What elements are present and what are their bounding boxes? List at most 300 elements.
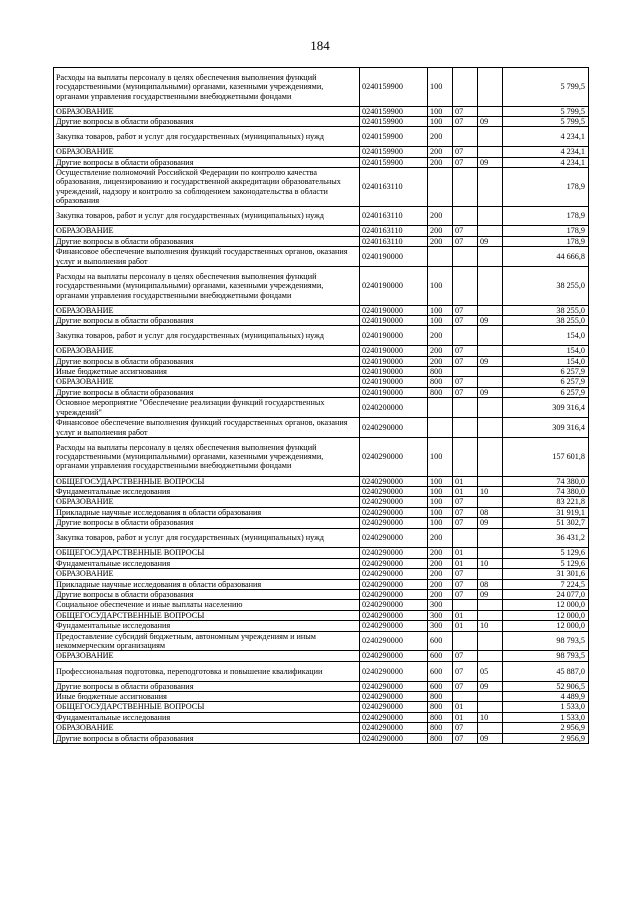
row-amount: 4 234,1 — [503, 157, 589, 167]
table-row — [54, 316, 589, 326]
row-name: Другие вопросы в области образования — [54, 733, 360, 743]
row-amount: 309 316,4 — [503, 418, 589, 438]
table-row — [54, 356, 589, 366]
row-expense-type: 600 — [428, 651, 453, 661]
row-expense-type: 200 — [428, 528, 453, 548]
row-name: Другие вопросы в области образования — [54, 316, 360, 326]
row-expense-type: 200 — [428, 589, 453, 599]
table-row — [54, 326, 589, 346]
row-section — [453, 398, 478, 418]
row-name: ОБРАЗОВАНИЕ — [54, 723, 360, 733]
row-subsection — [478, 418, 503, 438]
row-name: Другие вопросы в области образования — [54, 236, 360, 246]
row-name: ОБЩЕГОСУДАРСТВЕННЫЕ ВОПРОСЫ — [54, 702, 360, 712]
row-section: 01 — [453, 712, 478, 722]
row-expense-type: 100 — [428, 476, 453, 486]
table-row — [54, 226, 589, 236]
row-name: Финансовое обеспечение выполнения функций государственных органов, оказания услуг и выполнения работ — [54, 247, 360, 267]
row-section: 07 — [453, 387, 478, 397]
row-code: 0240290000 — [360, 437, 428, 476]
row-section: 07 — [453, 226, 478, 236]
row-code: 0240290000 — [360, 712, 428, 722]
table-row — [54, 589, 589, 599]
table-row — [54, 418, 589, 438]
row-name: Другие вопросы в области образования — [54, 681, 360, 691]
row-subsection — [478, 168, 503, 207]
row-expense-type: 600 — [428, 661, 453, 681]
row-code: 0240290000 — [360, 661, 428, 681]
row-amount: 44 666,8 — [503, 247, 589, 267]
row-subsection: 09 — [478, 681, 503, 691]
row-amount: 157 601,8 — [503, 437, 589, 476]
row-subsection — [478, 305, 503, 315]
row-name: Расходы на выплаты персоналу в целях обеспечения выполнения функций государственными (муниципальными) органами, казенными учреждениями, органами управления государственными внебюджетными фондами — [54, 267, 360, 306]
row-name: Фундаментальные исследования — [54, 558, 360, 568]
table-row — [54, 168, 589, 207]
row-code: 0240290000 — [360, 702, 428, 712]
row-name: Закупка товаров, работ и услуг для государственных (муниципальных) нужд — [54, 206, 360, 226]
row-amount: 51 302,7 — [503, 518, 589, 528]
row-expense-type: 200 — [428, 346, 453, 356]
row-expense-type: 100 — [428, 106, 453, 116]
row-name: ОБРАЗОВАНИЕ — [54, 651, 360, 661]
row-section: 01 — [453, 476, 478, 486]
row-subsection — [478, 569, 503, 579]
table-row — [54, 147, 589, 157]
row-section: 01 — [453, 486, 478, 496]
row-code: 0240190000 — [360, 247, 428, 267]
row-name: ОБЩЕГОСУДАРСТВЕННЫЕ ВОПРОСЫ — [54, 548, 360, 558]
row-amount: 12 000,0 — [503, 621, 589, 631]
row-amount: 4 234,1 — [503, 127, 589, 147]
row-subsection — [478, 226, 503, 236]
row-expense-type: 200 — [428, 157, 453, 167]
row-section: 07 — [453, 497, 478, 507]
row-expense-type: 200 — [428, 127, 453, 147]
row-name: Основное мероприятие "Обеспечение реализации функций государственных учреждений" — [54, 398, 360, 418]
table-row — [54, 651, 589, 661]
row-code: 0240190000 — [360, 326, 428, 346]
row-code: 0240290000 — [360, 631, 428, 651]
row-section: 07 — [453, 518, 478, 528]
row-code: 0240190000 — [360, 367, 428, 377]
row-amount: 98 793,5 — [503, 651, 589, 661]
row-expense-type: 800 — [428, 387, 453, 397]
row-subsection — [478, 548, 503, 558]
row-section: 07 — [453, 305, 478, 315]
row-expense-type: 100 — [428, 316, 453, 326]
row-section — [453, 68, 478, 107]
row-subsection — [478, 476, 503, 486]
table-row — [54, 387, 589, 397]
row-subsection: 09 — [478, 117, 503, 127]
row-expense-type: 200 — [428, 558, 453, 568]
row-name: Другие вопросы в области образования — [54, 157, 360, 167]
row-expense-type: 300 — [428, 621, 453, 631]
row-name: Прикладные научные исследования в области образования — [54, 579, 360, 589]
row-amount: 31 919,1 — [503, 507, 589, 517]
row-name: ОБРАЗОВАНИЕ — [54, 569, 360, 579]
table-row — [54, 68, 589, 107]
row-amount: 154,0 — [503, 326, 589, 346]
row-section: 01 — [453, 621, 478, 631]
table-row — [54, 398, 589, 418]
row-amount: 178,9 — [503, 236, 589, 246]
row-section — [453, 168, 478, 207]
row-subsection: 10 — [478, 712, 503, 722]
row-name: ОБРАЗОВАНИЕ — [54, 497, 360, 507]
row-code: 0240290000 — [360, 418, 428, 438]
row-code: 0240290000 — [360, 569, 428, 579]
table-row — [54, 600, 589, 610]
table-row — [54, 206, 589, 226]
row-amount: 7 224,5 — [503, 579, 589, 589]
row-code: 0240290000 — [360, 528, 428, 548]
row-section — [453, 692, 478, 702]
row-expense-type: 800 — [428, 367, 453, 377]
table-row — [54, 157, 589, 167]
row-name: Другие вопросы в области образования — [54, 117, 360, 127]
table-row — [54, 558, 589, 568]
row-subsection: 10 — [478, 621, 503, 631]
row-amount: 74 380,0 — [503, 476, 589, 486]
row-amount: 5 799,5 — [503, 106, 589, 116]
row-name: ОБРАЗОВАНИЕ — [54, 305, 360, 315]
row-expense-type: 800 — [428, 692, 453, 702]
row-expense-type: 100 — [428, 68, 453, 107]
row-section: 01 — [453, 610, 478, 620]
row-code: 0240290000 — [360, 507, 428, 517]
row-section: 07 — [453, 356, 478, 366]
row-expense-type: 100 — [428, 305, 453, 315]
table-row — [54, 518, 589, 528]
row-subsection — [478, 528, 503, 548]
row-subsection: 08 — [478, 507, 503, 517]
row-expense-type: 200 — [428, 356, 453, 366]
row-code: 0240200000 — [360, 398, 428, 418]
row-name: Социальное обеспечение и иные выплаты населению — [54, 600, 360, 610]
row-code: 0240290000 — [360, 621, 428, 631]
row-code: 0240163110 — [360, 168, 428, 207]
row-name: Фундаментальные исследования — [54, 712, 360, 722]
row-expense-type: 200 — [428, 579, 453, 589]
row-code: 0240190000 — [360, 387, 428, 397]
row-subsection — [478, 702, 503, 712]
row-amount: 154,0 — [503, 346, 589, 356]
row-amount: 154,0 — [503, 356, 589, 366]
row-code: 0240190000 — [360, 356, 428, 366]
row-expense-type: 100 — [428, 518, 453, 528]
row-section — [453, 247, 478, 267]
row-section: 07 — [453, 236, 478, 246]
row-code: 0240159900 — [360, 127, 428, 147]
row-amount: 74 380,0 — [503, 486, 589, 496]
row-section: 07 — [453, 651, 478, 661]
row-section — [453, 326, 478, 346]
row-section: 07 — [453, 661, 478, 681]
row-name: ОБРАЗОВАНИЕ — [54, 226, 360, 236]
row-code: 0240290000 — [360, 548, 428, 558]
row-code: 0240290000 — [360, 486, 428, 496]
row-amount: 1 533,0 — [503, 702, 589, 712]
table-row — [54, 367, 589, 377]
row-name: ОБРАЗОВАНИЕ — [54, 147, 360, 157]
page-number: 184 — [310, 38, 330, 53]
row-expense-type: 100 — [428, 267, 453, 306]
table-row — [54, 579, 589, 589]
row-amount: 309 316,4 — [503, 398, 589, 418]
row-code: 0240159900 — [360, 68, 428, 107]
row-section — [453, 528, 478, 548]
row-code: 0240290000 — [360, 692, 428, 702]
table-row — [54, 267, 589, 306]
row-expense-type: 200 — [428, 569, 453, 579]
row-subsection — [478, 267, 503, 306]
row-section — [453, 600, 478, 610]
row-subsection — [478, 651, 503, 661]
row-expense-type: 800 — [428, 702, 453, 712]
table-row — [54, 692, 589, 702]
row-expense-type: 600 — [428, 681, 453, 691]
row-expense-type: 100 — [428, 486, 453, 496]
row-section: 07 — [453, 507, 478, 517]
row-section — [453, 631, 478, 651]
row-expense-type: 100 — [428, 497, 453, 507]
row-subsection — [478, 631, 503, 651]
row-amount: 38 255,0 — [503, 316, 589, 326]
row-expense-type: 300 — [428, 610, 453, 620]
row-code: 0240290000 — [360, 579, 428, 589]
row-name: ОБРАЗОВАНИЕ — [54, 106, 360, 116]
row-amount: 98 793,5 — [503, 631, 589, 651]
row-amount: 12 000,0 — [503, 610, 589, 620]
row-expense-type — [428, 418, 453, 438]
row-code: 0240290000 — [360, 651, 428, 661]
row-subsection: 05 — [478, 661, 503, 681]
row-subsection — [478, 147, 503, 157]
row-code: 0240290000 — [360, 723, 428, 733]
row-subsection — [478, 610, 503, 620]
row-amount: 52 906,5 — [503, 681, 589, 691]
row-subsection — [478, 600, 503, 610]
row-section: 07 — [453, 681, 478, 691]
table-row — [54, 569, 589, 579]
row-code: 0240290000 — [360, 733, 428, 743]
row-name: Предоставление субсидий бюджетным, автономным учреждениям и иным некоммерческим организациям — [54, 631, 360, 651]
row-subsection: 10 — [478, 486, 503, 496]
table-row — [54, 621, 589, 631]
row-amount: 2 956,9 — [503, 723, 589, 733]
row-expense-type: 800 — [428, 723, 453, 733]
row-subsection — [478, 437, 503, 476]
row-expense-type: 800 — [428, 377, 453, 387]
row-code: 0240290000 — [360, 589, 428, 599]
table-row — [54, 548, 589, 558]
row-amount: 5 129,6 — [503, 548, 589, 558]
row-subsection — [478, 68, 503, 107]
row-amount: 4 234,1 — [503, 147, 589, 157]
row-expense-type: 800 — [428, 733, 453, 743]
row-code: 0240290000 — [360, 518, 428, 528]
row-code: 0240290000 — [360, 681, 428, 691]
row-code: 0240290000 — [360, 600, 428, 610]
row-amount: 4 489,9 — [503, 692, 589, 702]
row-expense-type: 800 — [428, 712, 453, 722]
row-amount: 2 956,9 — [503, 733, 589, 743]
row-amount: 83 221,8 — [503, 497, 589, 507]
table-row — [54, 377, 589, 387]
row-name: Иные бюджетные ассигнования — [54, 367, 360, 377]
row-name: Финансовое обеспечение выполнения функций государственных органов, оказания услуг и выполнения работ — [54, 418, 360, 438]
table-row — [54, 346, 589, 356]
row-section: 07 — [453, 147, 478, 157]
row-section: 07 — [453, 569, 478, 579]
row-subsection — [478, 206, 503, 226]
row-name: ОБРАЗОВАНИЕ — [54, 377, 360, 387]
table-row — [54, 106, 589, 116]
row-code: 0240190000 — [360, 377, 428, 387]
row-expense-type: 600 — [428, 631, 453, 651]
row-amount: 5 129,6 — [503, 558, 589, 568]
row-amount: 5 799,5 — [503, 68, 589, 107]
row-section: 07 — [453, 346, 478, 356]
row-subsection — [478, 127, 503, 147]
row-code: 0240290000 — [360, 476, 428, 486]
row-subsection — [478, 398, 503, 418]
table-row — [54, 702, 589, 712]
row-section — [453, 418, 478, 438]
table-row — [54, 723, 589, 733]
row-name: Прикладные научные исследования в области образования — [54, 507, 360, 517]
table-row — [54, 476, 589, 486]
table-row — [54, 437, 589, 476]
row-amount: 24 077,0 — [503, 589, 589, 599]
row-section: 07 — [453, 579, 478, 589]
row-subsection — [478, 367, 503, 377]
row-amount: 45 887,0 — [503, 661, 589, 681]
row-name: Другие вопросы в области образования — [54, 387, 360, 397]
row-amount: 1 533,0 — [503, 712, 589, 722]
row-section: 07 — [453, 589, 478, 599]
row-name: Другие вопросы в области образования — [54, 518, 360, 528]
row-code: 0240159900 — [360, 157, 428, 167]
row-section: 01 — [453, 702, 478, 712]
row-subsection — [478, 346, 503, 356]
row-name: Фундаментальные исследования — [54, 486, 360, 496]
row-section: 07 — [453, 106, 478, 116]
row-subsection: 09 — [478, 356, 503, 366]
row-name: ОБЩЕГОСУДАРСТВЕННЫЕ ВОПРОСЫ — [54, 476, 360, 486]
row-subsection: 09 — [478, 733, 503, 743]
table-row — [54, 117, 589, 127]
table-row — [54, 305, 589, 315]
row-expense-type: 200 — [428, 147, 453, 157]
row-code: 0240290000 — [360, 610, 428, 620]
row-subsection — [478, 106, 503, 116]
row-code: 0240159900 — [360, 117, 428, 127]
table-row — [54, 486, 589, 496]
row-subsection: 09 — [478, 157, 503, 167]
table-row — [54, 610, 589, 620]
row-name: Осуществление полномочий Российской Федерации по контролю качества образования, лицензированию и государственной аккредитации образовательных учреждений, надзору и контролю за соблюдением законодательства в области образования — [54, 168, 360, 207]
row-section: 01 — [453, 548, 478, 558]
table-row — [54, 236, 589, 246]
row-section: 07 — [453, 377, 478, 387]
row-code: 0240290000 — [360, 497, 428, 507]
row-amount: 6 257,9 — [503, 387, 589, 397]
row-code: 0240163110 — [360, 226, 428, 236]
row-amount: 36 431,2 — [503, 528, 589, 548]
row-name: Закупка товаров, работ и услуг для государственных (муниципальных) нужд — [54, 528, 360, 548]
row-expense-type: 100 — [428, 507, 453, 517]
table-row — [54, 712, 589, 722]
row-name: Профессиональная подготовка, переподготовка и повышение квалификации — [54, 661, 360, 681]
row-section — [453, 267, 478, 306]
row-amount: 178,9 — [503, 226, 589, 236]
row-name: ОБРАЗОВАНИЕ — [54, 346, 360, 356]
row-amount: 31 301,6 — [503, 569, 589, 579]
table-row — [54, 127, 589, 147]
table-row — [54, 497, 589, 507]
row-name: Расходы на выплаты персоналу в целях обеспечения выполнения функций государственными (муниципальными) органами, казенными учреждениями, органами управления государственными внебюджетными фондами — [54, 68, 360, 107]
table-row — [54, 661, 589, 681]
row-subsection: 09 — [478, 589, 503, 599]
row-amount: 178,9 — [503, 206, 589, 226]
row-expense-type: 300 — [428, 600, 453, 610]
row-name: Иные бюджетные ассигнования — [54, 692, 360, 702]
row-code: 0240163110 — [360, 206, 428, 226]
row-subsection — [478, 692, 503, 702]
row-section — [453, 127, 478, 147]
row-subsection: 09 — [478, 316, 503, 326]
row-code: 0240163110 — [360, 236, 428, 246]
row-code: 0240190000 — [360, 346, 428, 356]
row-subsection — [478, 326, 503, 346]
row-section: 07 — [453, 316, 478, 326]
row-code: 0240159900 — [360, 106, 428, 116]
row-expense-type: 200 — [428, 226, 453, 236]
table-row — [54, 681, 589, 691]
row-section: 07 — [453, 733, 478, 743]
row-code: 0240190000 — [360, 316, 428, 326]
row-name: Другие вопросы в области образования — [54, 356, 360, 366]
row-amount: 5 799,5 — [503, 117, 589, 127]
row-expense-type: 200 — [428, 326, 453, 346]
row-section: 01 — [453, 558, 478, 568]
row-amount: 178,9 — [503, 168, 589, 207]
row-name: Другие вопросы в области образования — [54, 589, 360, 599]
row-expense-type — [428, 247, 453, 267]
row-amount: 38 255,0 — [503, 305, 589, 315]
table-row — [54, 631, 589, 651]
row-subsection: 08 — [478, 579, 503, 589]
table-row — [54, 528, 589, 548]
row-name: Расходы на выплаты персоналу в целях обеспечения выполнения функций государственными (муниципальными) органами, казенными учреждениями, органами управления государственными внебюджетными фондами — [54, 437, 360, 476]
row-subsection — [478, 247, 503, 267]
row-section — [453, 437, 478, 476]
row-code: 0240190000 — [360, 305, 428, 315]
row-name: Фундаментальные исследования — [54, 621, 360, 631]
row-expense-type — [428, 168, 453, 207]
row-name: Закупка товаров, работ и услуг для государственных (муниципальных) нужд — [54, 326, 360, 346]
row-code: 0240159900 — [360, 147, 428, 157]
row-code: 0240290000 — [360, 558, 428, 568]
row-subsection: 09 — [478, 518, 503, 528]
row-subsection — [478, 497, 503, 507]
row-expense-type: 200 — [428, 236, 453, 246]
row-amount: 6 257,9 — [503, 367, 589, 377]
row-subsection: 09 — [478, 236, 503, 246]
